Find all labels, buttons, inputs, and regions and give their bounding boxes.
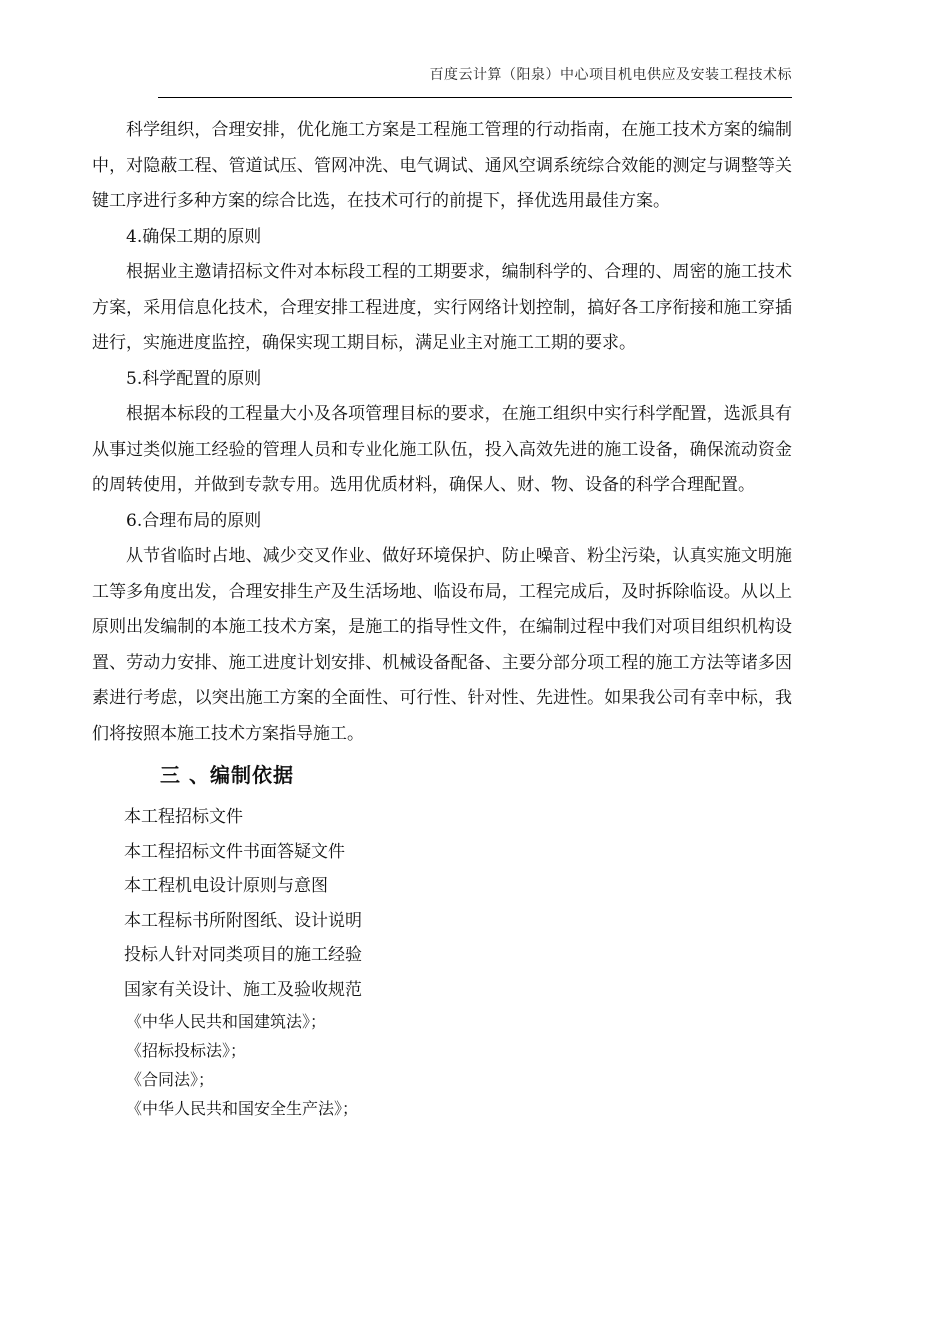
list-item: 投标人针对同类项目的施工经验 bbox=[124, 945, 362, 965]
paragraph-configuration-principle: 根据本标段的工程量大小及各项管理目标的要求，在施工组织中实行科学配置，选派具有从事过类似施工经验的管理人员和专业化施工队伍，投入高效先进的施工设备，确保流动资金的周转使用，并做到专款专用。选用优质材料，确保人、财、物、设备的科学合理配置。 bbox=[92, 404, 792, 495]
law-item: 《招标投标法》； bbox=[126, 1041, 247, 1060]
subheading-configuration-principle: 5.科学配置的原则 bbox=[126, 368, 262, 389]
paragraph-layout-principle: 从节省临时占地、减少交叉作业、做好环境保护、防止噪音、粉尘污染，认真实施文明施工等多角度出发，合理安排生产及生活场地、临设布局，工程完成后，及时拆除临设。从以上原则出发编制的本施工技术方案，是施工的指导性文件，在编制过程中我们对项目组织机构设置、劳动力安排、施工进度计划安排、机械设备配备、主要分部分项工程的施工方法等诸多因素进行考虑，以突出施工方案的全面性、可行性、针对性、先进性。如果我公司有幸中标，我们将按照本施工技术方案指导施工。 bbox=[92, 546, 792, 744]
list-item: 本工程机电设计原则与意图 bbox=[124, 876, 328, 896]
list-item: 国家有关设计、施工及验收规范 bbox=[124, 979, 362, 1000]
law-item: 《中华人民共和国建筑法》； bbox=[126, 1012, 327, 1031]
header-divider bbox=[158, 97, 792, 98]
law-item: 《中华人民共和国安全生产法》； bbox=[126, 1099, 359, 1118]
subheading-layout-principle: 6.合理布局的原则 bbox=[126, 510, 262, 531]
list-item: 本工程招标文件书面答疑文件 bbox=[124, 841, 345, 862]
compilation-basis-list bbox=[92, 800, 792, 1007]
subheading-schedule-principle: 4.确保工期的原则 bbox=[126, 226, 262, 247]
document-header-title: 百度云计算（阳泉）中心项目机电供应及安装工程技术标 bbox=[429, 67, 792, 83]
document-body bbox=[92, 113, 792, 1123]
list-item: 本工程招标文件 bbox=[124, 807, 243, 827]
paragraph-scientific-organization: 科学组织，合理安排，优化施工方案是工程施工管理的行动指南，在施工技术方案的编制中，对隐蔽工程、管道试压、管网冲洗、电气调试、通风空调系统综合效能的测定与调整等关键工序进行多种方案的综合比选，在技术可行的前提下，择优选用最佳方案。 bbox=[92, 120, 792, 211]
section-heading-compilation-basis: 三 、编制依据 bbox=[160, 763, 294, 787]
law-item: 《合同法》； bbox=[126, 1070, 215, 1089]
laws-list bbox=[92, 1007, 792, 1123]
paragraph-schedule-principle: 根据业主邀请招标文件对本标段工程的工期要求，编制科学的、合理的、周密的施工技术方案，采用信息化技术，合理安排工程进度，实行网络计划控制，搞好各工序衔接和施工穿插进行，实施进度监控，确保实现工期目标，满足业主对施工工期的要求。 bbox=[92, 262, 792, 353]
list-item: 本工程标书所附图纸、设计说明 bbox=[124, 910, 362, 931]
